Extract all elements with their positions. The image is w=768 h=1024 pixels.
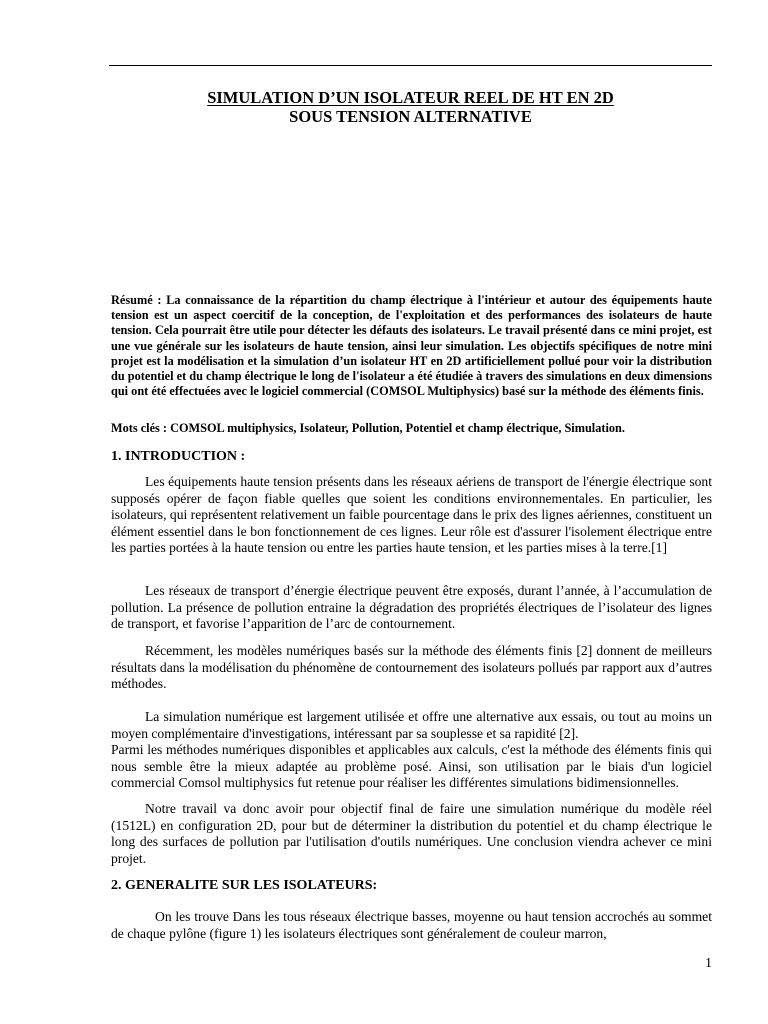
paragraph: La simulation numérique est largement utilisée et offre une alternative aux essais, ou tout au moins un moyen complémentaire d'investigations, intéressant par sa souplesse et sa rapidité [2]. <box>111 709 712 741</box>
title-line-1: SIMULATION D’UN ISOLATEUR REEL DE HT EN 2D <box>207 88 614 107</box>
section-heading-generalites: 2. GENERALITE SUR LES ISOLATEURS: <box>111 878 378 893</box>
paragraph: Notre travail va donc avoir pour objectif final de faire une simulation numérique du modèle réel (1512L) en configuration 2D, pour but de déterminer la distribution du potentiel et du champ électrique le long des surfaces de pollution par l'utilisation d'outils numériques. Une conclusion viendra achever ce mini projet. <box>111 801 712 866</box>
paragraph: Parmi les méthodes numériques disponibles et applicables aux calculs, c'est la méthode des éléments finis qui nous semble être la mieux adaptée au problème posé. Ainsi, son utilisation par le biais d'un logiciel commercial Comsol multiphysics fut retenue pour réaliser les différentes simulations bidimensionnelles. <box>111 742 712 791</box>
paragraph: On les trouve Dans les tous réseaux électrique basses, moyenne ou haut tension accrochés au sommet de chaque pylône (figure 1) les isolateurs électriques sont généralement de couleur marron, <box>111 909 712 941</box>
title-line-2: SOUS TENSION ALTERNATIVE <box>289 107 532 126</box>
paragraph: Récemment, les modèles numériques basés sur la méthode des éléments finis [2] donnent de meilleurs résultats dans la modélisation du phénomène de contournement des isolateurs pollués par rapport aux d’autres méthodes. <box>111 643 712 692</box>
abstract: Résumé : La connaissance de la répartition du champ électrique à l'intérieur et autour des équipements haute tension est un aspect coercitif de la conception, de l'exploitation et des performances des isolateurs de haute tension. Cela pourrait être utile pour détecter les défauts des isolateurs. Le travail présenté dans ce mini projet, est une vue générale sur les isolateurs de haute tension, ainsi leur simulation. Les objectifs spécifiques de notre mini projet est la modélisation et la simulation d’un isolateur HT en 2D artificiellement pollué pour voir la distribution du potentiel et du champ électrique le long de l'isolateur a été étudiée à travers des simulations en deux dimensions qui ont été effectuées avec le logiciel commercial (COMSOL Multiphysics) basé sur la méthode des éléments finis. <box>111 293 712 399</box>
paragraph: Les équipements haute tension présents dans les réseaux aériens de transport de l'énergie électrique sont supposés opérer de façon fiable quelles que soient les conditions environnementales. En particulier, les isolateurs, qui représentent relativement un faible pourcentage dans le prix des lignes aériennes, constituent un élément essentiel dans le bon fonctionnement de ces lignes. Leur rôle est d'assurer l'isolement électrique entre les parties portées à la haute tension ou entre les parties haute tension, et les parties mises à la terre.[1] <box>111 474 712 556</box>
paper-title <box>109 88 712 126</box>
section-heading-introduction: 1. INTRODUCTION : <box>111 449 246 464</box>
paragraph: Les réseaux de transport d’énergie électrique peuvent être exposés, durant l’année, à l’accumulation de pollution. La présence de pollution entraine la dégradation des propriétés électriques de l’isolateur des lignes de transport, et favorise l’apparition de l’arc de contournement. <box>111 583 712 632</box>
header-rule <box>109 65 712 66</box>
keywords: Mots clés : COMSOL multiphysics, Isolateur, Pollution, Potentiel et champ électrique, Simulation. <box>111 421 625 435</box>
page-number: 1 <box>705 956 712 971</box>
